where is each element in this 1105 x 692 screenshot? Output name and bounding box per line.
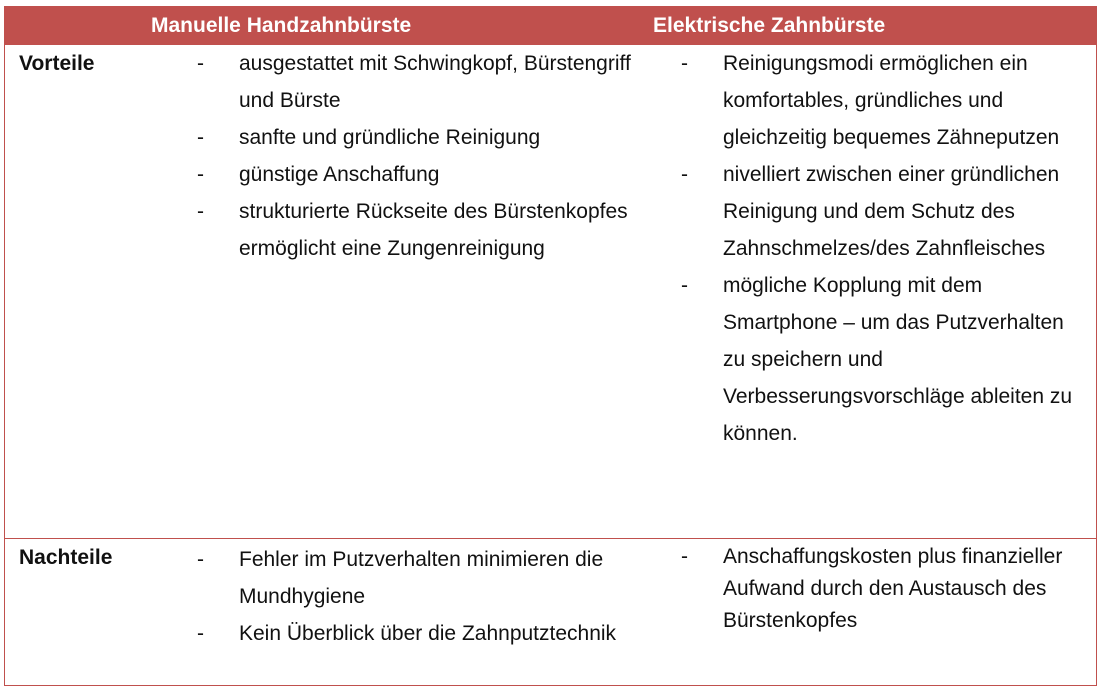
list-item: - strukturierte Rückseite des Bürstenkopfes ermöglicht eine Zungenreinigung bbox=[175, 193, 643, 267]
table-row-disadvantages bbox=[5, 539, 1096, 692]
list-item: - sanfte und gründliche Reinigung bbox=[175, 119, 643, 156]
electric-disadvantages-list bbox=[643, 541, 1096, 637]
table-row-advantages bbox=[5, 45, 1096, 539]
list-item: - günstige Anschaffung bbox=[175, 156, 643, 193]
list-item: - ausgestattet mit Schwingkopf, Bürstengriff und Bürste bbox=[175, 45, 643, 119]
manual-disadvantages-list bbox=[175, 541, 643, 652]
list-item: - mögliche Kopplung mit dem Smartphone – um das Putzverhalten zu speichern und Verbesserungsvorschläge ableiten zu können. bbox=[643, 267, 1096, 452]
header-label-cell bbox=[5, 7, 175, 45]
list-item: - Kein Überblick über die Zahnputztechnik bbox=[175, 615, 643, 652]
list-item: - Anschaffungskosten plus finanzieller Aufwand durch den Austausch des Bürstenkopfes bbox=[643, 541, 1096, 637]
row-label-advantages: Vorteile bbox=[5, 45, 175, 539]
comparison-table bbox=[5, 7, 1096, 691]
dash-bullet: - bbox=[197, 52, 204, 75]
header-manual-text: Manuelle Handzahnbürste bbox=[151, 14, 412, 37]
dash-bullet: - bbox=[197, 200, 204, 223]
header-electric-toothbrush bbox=[643, 7, 1096, 45]
cell-electric-disadvantages bbox=[643, 539, 1096, 692]
header-electric-text: Elektrische Zahnbürste bbox=[653, 14, 886, 37]
dash-bullet: - bbox=[681, 274, 688, 297]
dash-bullet: - bbox=[197, 126, 204, 149]
electric-advantages-list bbox=[643, 45, 1096, 452]
header-manual-toothbrush bbox=[151, 7, 643, 45]
cell-manual-disadvantages bbox=[175, 539, 643, 692]
row-label-disadvantages: Nachteile bbox=[19, 546, 113, 569]
list-item: - nivelliert zwischen einer gründlichen Reinigung und dem Schutz des Zahnschmelzes/des Zahnfleisches bbox=[643, 156, 1096, 267]
cell-manual-advantages bbox=[175, 45, 643, 539]
dash-bullet: - bbox=[681, 163, 688, 186]
list-item: - Fehler im Putzverhalten minimieren die Mundhygiene bbox=[175, 541, 643, 615]
dash-bullet: - bbox=[197, 163, 204, 186]
list-item: - Reinigungsmodi ermöglichen ein komfortables, gründliches und gleichzeitig bequemes Zähneputzen bbox=[643, 45, 1096, 156]
comparison-table-container bbox=[4, 6, 1097, 686]
table-header-row bbox=[5, 7, 1096, 45]
dash-bullet: - bbox=[197, 622, 204, 645]
manual-advantages-list bbox=[175, 45, 643, 267]
dash-bullet: - bbox=[681, 52, 688, 75]
dash-bullet: - bbox=[197, 548, 204, 571]
cell-electric-advantages bbox=[643, 45, 1096, 539]
dash-bullet: - bbox=[681, 545, 688, 568]
